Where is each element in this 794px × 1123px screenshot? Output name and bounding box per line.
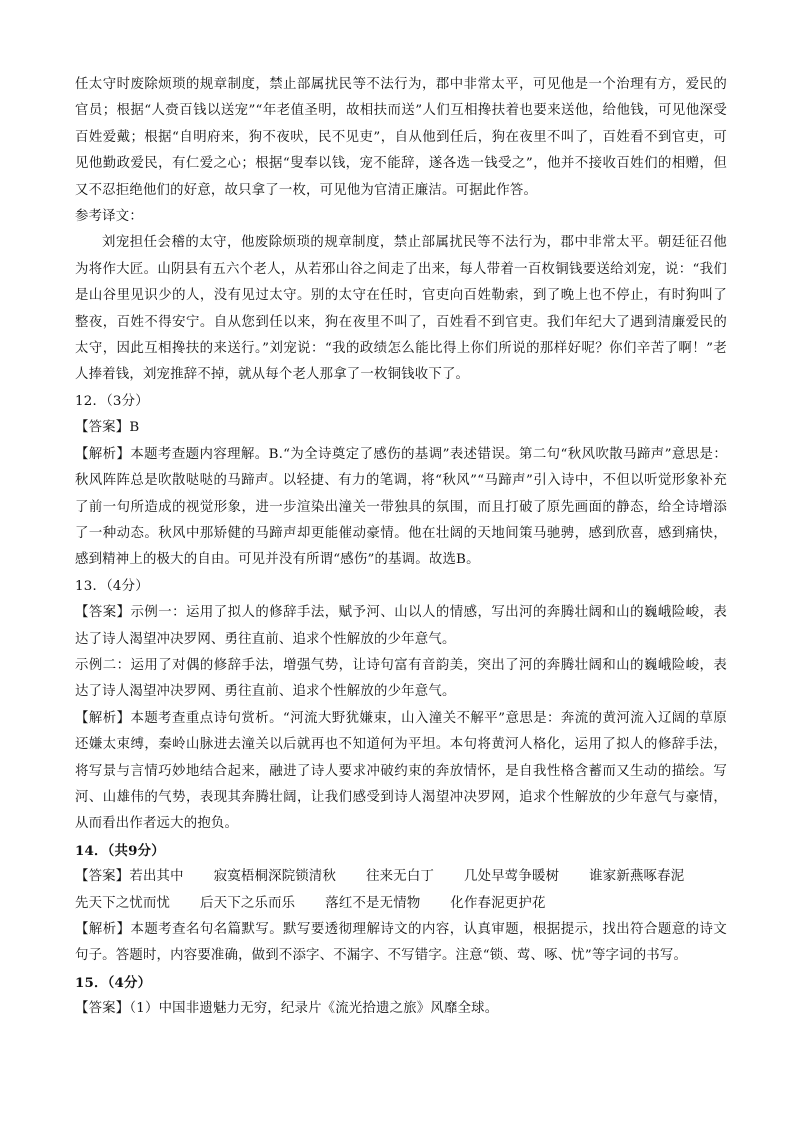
q15-answer-text: （1）中国非遗魅力无穷，纪录片《流光拾遗之旅》风靡全球。 <box>129 1001 499 1017</box>
intro-paragraph: 任太守时废除烦琐的规章制度，禁止部属扰民等不法行为，郡中非常太平，可见他是一个治理有方，爱民的官员；根据“人赍百钱以送宠”“年老值圣明，故相扶而送”人们互相搀扶着也要来送他，给他钱，可见他深受百姓爱戴；根据“自明府来，狗不夜吠，民不见吏”，自从他到任后，狗在夜里不叫了，百姓看不到官吏，可见他勤政爱民，有仁爱之心；根据“叟奉以钱，宠不能辞，遂各选一钱受之”，他并不接收百姓们的相赠，但又不忍拒绝他们的好意，故只拿了一枚，可见他为官清正廉洁。可据此作答。 <box>75 77 727 198</box>
q14-analysis-label: 【解析】 <box>75 922 131 937</box>
q14-answer-item: 谁家新燕啄春泥 <box>589 869 685 885</box>
q14-analysis <box>75 917 727 970</box>
q14-answer-row1 <box>75 864 727 890</box>
q15-answer <box>75 996 727 1022</box>
q14-answer-item: 寂寞梧桐深院锁清秋 <box>213 869 337 885</box>
q12-analysis <box>75 442 727 574</box>
q14-answer-item: 若出其中 <box>129 869 184 885</box>
q13-example1: 示例一：运用了拟人的修辞手法，赋予河、山以人的情感，写出河的奔腾壮阔和山的巍峨险峻，表达了诗人渴望冲决罗网、勇往直前、追求个性解放的少年意气。 <box>75 605 727 647</box>
q12-answer-label: 【答案】 <box>75 420 130 436</box>
q14-answer-item: 先天下之忧而忧 <box>75 895 171 911</box>
q12-answer <box>75 415 727 441</box>
q14-answer-item: 化作春泥更护花 <box>450 895 546 911</box>
q12-answer-value: B <box>129 420 140 436</box>
q14-number: 14．（共9分） <box>75 842 165 859</box>
q15-number: 15．（4分） <box>75 974 152 991</box>
q14-answer-item: 后天下之乐而乐 <box>200 895 296 911</box>
q12-analysis-text: 本题考查题内容理解。B.“为全诗奠定了感伤的基调”表述错误。第二句“秋风吹散马蹄声”意思是：秋风阵阵总是吹散哒哒的马蹄声。以轻捷、有力的笔调，将“秋风”“马蹄声”引入诗中，不但以听觉形象补充了前一句所造成的视觉形象，进一步渲染出潼关一带独具的氛围，而且打破了原先画面的静态，给全诗增添了一种动态。秋风中那矫健的马蹄声却更能催动豪情。他在壮阔的天地间策马驰骋，感到欣喜，感到痛快，感到精神上的极大的自由。可见并没有所谓“感伤”的基调。故选B。 <box>75 446 727 568</box>
q14-answer-item: 落红不是无情物 <box>325 895 421 911</box>
q15-answer-label: 【答案】 <box>75 1001 130 1017</box>
q13-example2: 示例二：运用了对偶的修辞手法，增强气势，让诗句富有音韵美，突出了河的奔腾壮阔和山的巍峨险峻，表达了诗人渴望冲决罗网、勇往直前、追求个性解放的少年意气。 <box>75 657 727 700</box>
translation-label: 参考译文： <box>75 209 143 225</box>
q13-analysis-label: 【解析】 <box>75 710 131 726</box>
q13-analysis <box>75 706 727 838</box>
q14-answer-item: 几处早莺争暖树 <box>464 869 560 885</box>
translation-text: 刘宠担任会稽的太守，他废除烦琐的规章制度，禁止部属扰民等不法行为，郡中非常太平。朝廷征召他为将作大匠。山阴县有五六个老人，从若邪山谷之间走了出来，每人带着一百枚铜钱要送给刘宠，说：“我们是山谷里见识少的人，没有见过太守。别的太守在任时，官吏向百姓勒索，到了晚上也不停止，有时狗叫了整夜，百姓不得安宁。自从您到任以来，狗在夜里不叫了，百姓看不到官吏。我们年纪大了遇到清廉爱民的太守，因此互相搀扶的来送行。”刘宠说：“我的政绩怎么能比得上你们所说的那样好呢？你们辛苦了啊！”老人捧着钱，刘宠推辞不掉，就从每个老人那拿了一枚铜钱收下了。 <box>75 235 727 383</box>
q13-number: 13．（4分） <box>75 578 149 594</box>
q12-number: 12．（3分） <box>75 393 149 409</box>
q13-answer-label: 【答案】 <box>75 605 131 621</box>
document-page <box>75 72 727 1023</box>
q14-answer-label: 【答案】 <box>75 869 130 885</box>
q13-answer <box>75 600 727 653</box>
q13-analysis-text: 本题考查重点诗句赏析。“河流大野犹嫌束，山入潼关不解平”意思是：奔流的黄河流入辽阔的草原还嫌太束缚，秦岭山脉进去潼关以后就再也不知道何为平坦。本句将黄河人格化，运用了拟人的修辞手法，将写景与言情巧妙地结合起来，融进了诗人要求冲破约束的奔放情怀，是自我性格含蓄而又生动的描绘。写河、山雄伟的气势，表现其奔腾壮阔，让我们感受到诗人渴望冲决罗网，追求个性解放的少年意气与豪情，从而看出作者远大的抱负。 <box>75 710 727 832</box>
q14-answer-row2 <box>75 891 727 917</box>
q14-analysis-text: 本题考查名句名篇默写。默写要透彻理解诗文的内容，认真审题，根据提示，找出符合题意的诗文句子。答题时，内容要准确，做到不添字、不漏字、不写错字。注意“锁、莺、啄、忧”等字词的书写。 <box>75 922 727 964</box>
q12-analysis-label: 【解析】 <box>75 446 131 462</box>
q14-answer-item: 往来无白丁 <box>366 869 435 885</box>
